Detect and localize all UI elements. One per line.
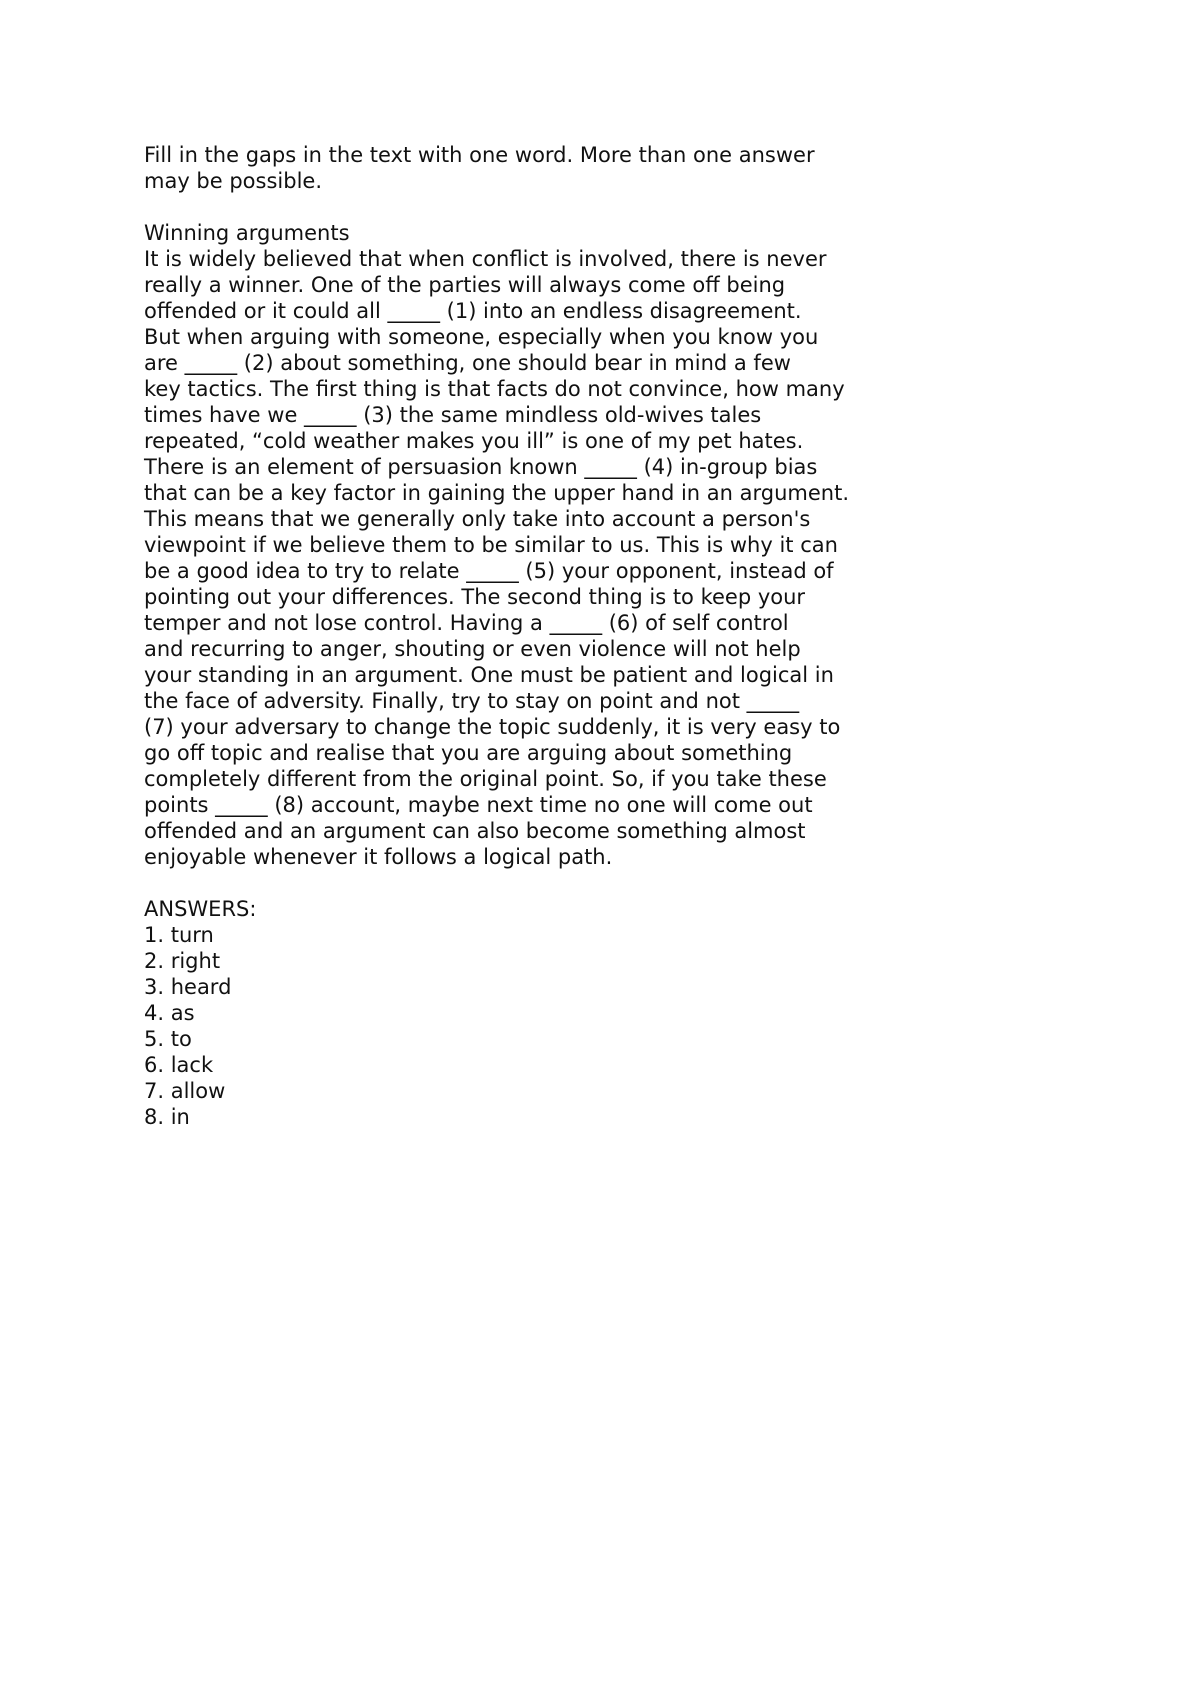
answer-item: 6. lack xyxy=(144,1053,214,1077)
body-line: pointing out your differences. The second thing is to keep your xyxy=(144,585,806,609)
body-line: But when arguing with someone, especially when you know you xyxy=(144,325,819,349)
body-line: enjoyable whenever it follows a logical path. xyxy=(144,845,613,869)
answers-heading: ANSWERS: xyxy=(144,897,257,921)
body-line: times have we _____ (3) the same mindless old-wives tales xyxy=(144,403,762,427)
body-text xyxy=(144,246,924,870)
answer-item: 4. as xyxy=(144,1001,195,1025)
body-line: There is an element of persuasion known _____ (4) in-group bias xyxy=(144,455,818,479)
answer-item: 3. heard xyxy=(144,975,232,999)
body-line: offended and an argument can also become something almost xyxy=(144,819,806,843)
body-line: and recurring to anger, shouting or even violence will not help xyxy=(144,637,801,661)
body-line: This means that we generally only take into account a person's xyxy=(144,507,811,531)
text-title: Winning arguments xyxy=(144,221,350,245)
instructions-line: may be possible. xyxy=(144,169,323,193)
body-line: completely different from the original point. So, if you take these xyxy=(144,767,827,791)
document-content xyxy=(144,142,924,1130)
answer-item: 2. right xyxy=(144,949,221,973)
body-line: the face of adversity. Finally, try to stay on point and not _____ xyxy=(144,689,800,713)
answer-item: 1. turn xyxy=(144,923,214,947)
instructions-line: Fill in the gaps in the text with one word. More than one answer xyxy=(144,143,815,167)
body-line: that can be a key factor in gaining the upper hand in an argument. xyxy=(144,481,850,505)
answer-item: 5. to xyxy=(144,1027,192,1051)
body-line: are _____ (2) about something, one should bear in mind a few xyxy=(144,351,791,375)
body-line: offended or it could all _____ (1) into an endless disagreement. xyxy=(144,299,802,323)
body-line: key tactics. The first thing is that facts do not convince, how many xyxy=(144,377,845,401)
body-line: (7) your adversary to change the topic suddenly, it is very easy to xyxy=(144,715,841,739)
spacer xyxy=(144,194,924,220)
instructions xyxy=(144,142,924,194)
answers-list xyxy=(144,922,924,1130)
answer-item: 8. in xyxy=(144,1105,190,1129)
body-line: repeated, “cold weather makes you ill” is one of my pet hates. xyxy=(144,429,804,453)
body-line: be a good idea to try to relate _____ (5) your opponent, instead of xyxy=(144,559,834,583)
body-line: viewpoint if we believe them to be similar to us. This is why it can xyxy=(144,533,838,557)
body-line: go off topic and realise that you are arguing about something xyxy=(144,741,793,765)
body-line: really a winner. One of the parties will always come off being xyxy=(144,273,786,297)
body-line: points _____ (8) account, maybe next time no one will come out xyxy=(144,793,813,817)
body-line: temper and not lose control. Having a _____ (6) of self control xyxy=(144,611,789,635)
body-line: your standing in an argument. One must be patient and logical in xyxy=(144,663,834,687)
answer-item: 7. allow xyxy=(144,1079,226,1103)
body-line: It is widely believed that when conflict is involved, there is never xyxy=(144,247,827,271)
spacer xyxy=(144,870,924,896)
